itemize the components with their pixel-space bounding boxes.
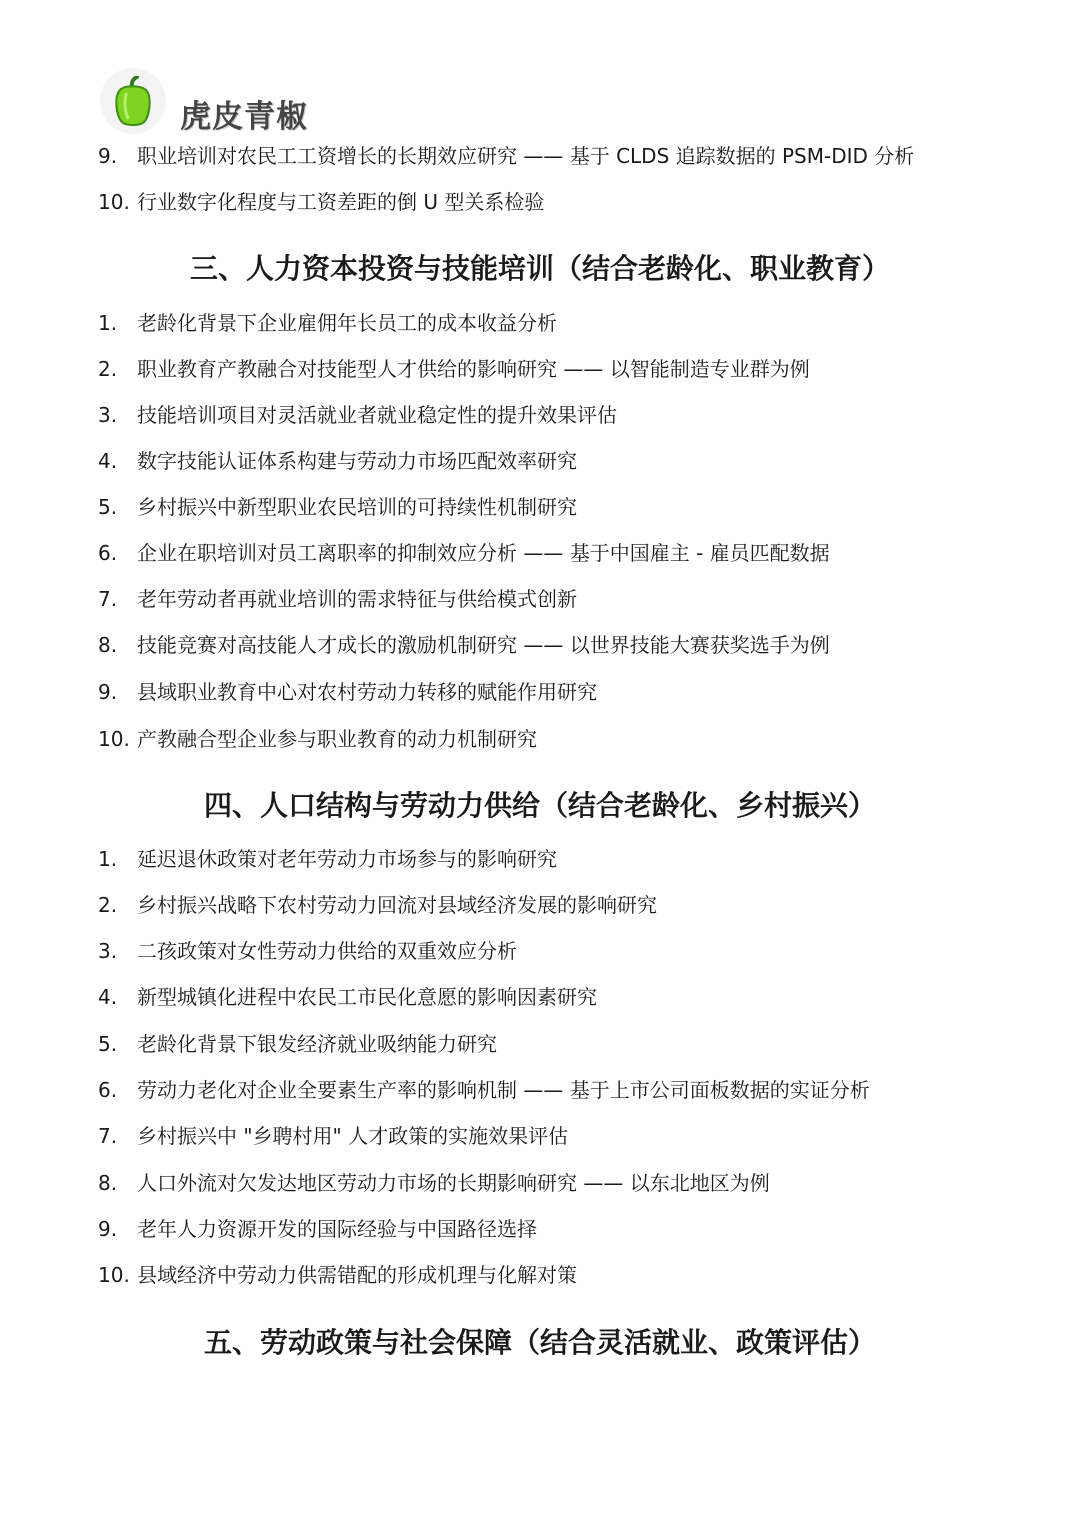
section-heading: 三、人力资本投资与技能培训（结合老龄化、职业教育） — [189, 252, 890, 285]
item-number: 4. — [98, 985, 118, 1009]
item-number: 10. — [98, 190, 130, 214]
item-text: 县域经济中劳动力供需错配的形成机理与化解对策 — [137, 1263, 577, 1287]
list-item — [98, 680, 597, 704]
item-number: 6. — [98, 1078, 118, 1102]
brand-logo — [100, 68, 308, 134]
item-text: 老年人力资源开发的国际经验与中国路径选择 — [137, 1217, 537, 1241]
item-number: 7. — [98, 587, 118, 611]
section-heading: 五、劳动政策与社会保障（结合灵活就业、政策评估） — [203, 1326, 876, 1359]
item-text: 乡村振兴中 "乡聘村用" 人才政策的实施效果评估 — [137, 1124, 569, 1148]
item-text: 技能竞赛对高技能人才成长的激励机制研究 —— 以世界技能大赛获奖选手为例 — [137, 633, 830, 657]
list-item — [98, 144, 914, 168]
list-item — [98, 633, 830, 657]
item-text: 二孩政策对女性劳动力供给的双重效应分析 — [137, 939, 517, 963]
item-text: 老年劳动者再就业培训的需求特征与供给模式创新 — [137, 587, 577, 611]
list-item — [98, 1032, 497, 1056]
list-item — [98, 357, 810, 381]
item-text: 老龄化背景下银发经济就业吸纳能力研究 — [137, 1032, 497, 1056]
item-number: 5. — [98, 495, 118, 519]
item-number: 9. — [98, 680, 118, 704]
list-item — [98, 1124, 568, 1148]
item-text: 技能培训项目对灵活就业者就业稳定性的提升效果评估 — [137, 403, 617, 427]
item-number: 4. — [98, 449, 118, 473]
list-item — [98, 449, 577, 473]
item-number: 2. — [98, 893, 118, 917]
list-item — [98, 1078, 870, 1102]
logo-text: 虎皮青椒 — [180, 99, 308, 135]
list-item — [98, 1217, 537, 1241]
item-text: 乡村振兴战略下农村劳动力回流对县域经济发展的影响研究 — [137, 893, 657, 917]
item-text: 乡村振兴中新型职业农民培训的可持续性机制研究 — [137, 495, 577, 519]
item-number: 10. — [98, 1263, 130, 1287]
item-text: 新型城镇化进程中农民工市民化意愿的影响因素研究 — [137, 985, 597, 1009]
section-heading: 四、人口结构与劳动力供给（结合老龄化、乡村振兴） — [203, 789, 876, 822]
item-text: 延迟退休政策对老年劳动力市场参与的影响研究 — [137, 847, 557, 871]
list-item — [98, 541, 830, 565]
item-number: 3. — [98, 403, 118, 427]
list-item — [98, 311, 557, 335]
item-text: 职业培训对农民工工资增长的长期效应研究 —— 基于 CLDS 追踪数据的 PSM-DID 分析 — [137, 144, 915, 168]
list-item — [98, 985, 597, 1009]
item-text: 数字技能认证体系构建与劳动力市场匹配效率研究 — [137, 449, 577, 473]
list-item — [98, 403, 617, 427]
list-item — [98, 1263, 577, 1287]
item-number: 1. — [98, 847, 118, 871]
list-item — [98, 893, 657, 917]
item-text: 行业数字化程度与工资差距的倒 U 型关系检验 — [137, 190, 545, 214]
list-item — [98, 847, 557, 871]
item-number: 9. — [98, 1217, 118, 1241]
item-text: 职业教育产教融合对技能型人才供给的影响研究 —— 以智能制造专业群为例 — [137, 357, 810, 381]
list-item — [98, 1171, 770, 1195]
item-number: 3. — [98, 939, 118, 963]
item-number: 2. — [98, 357, 118, 381]
item-number: 5. — [98, 1032, 118, 1056]
list-item — [98, 190, 544, 214]
item-number: 1. — [98, 311, 118, 335]
item-text: 产教融合型企业参与职业教育的动力机制研究 — [137, 727, 537, 751]
item-number: 8. — [98, 633, 118, 657]
list-item — [98, 939, 517, 963]
item-text: 企业在职培训对员工离职率的抑制效应分析 —— 基于中国雇主 - 雇员匹配数据 — [137, 541, 830, 565]
list-item — [98, 495, 577, 519]
item-text: 劳动力老化对企业全要素生产率的影响机制 —— 基于上市公司面板数据的实证分析 — [137, 1078, 870, 1102]
item-text: 老龄化背景下企业雇佣年长员工的成本收益分析 — [137, 311, 557, 335]
item-text: 县域职业教育中心对农村劳动力转移的赋能作用研究 — [137, 680, 597, 704]
item-number: 6. — [98, 541, 118, 565]
item-number: 9. — [98, 144, 118, 168]
list-item — [98, 587, 577, 611]
item-number: 7. — [98, 1124, 118, 1148]
item-number: 10. — [98, 727, 130, 751]
item-text: 人口外流对欠发达地区劳动力市场的长期影响研究 —— 以东北地区为例 — [137, 1171, 770, 1195]
item-number: 8. — [98, 1171, 118, 1195]
list-item — [98, 727, 537, 751]
green-pepper-icon — [100, 68, 166, 134]
